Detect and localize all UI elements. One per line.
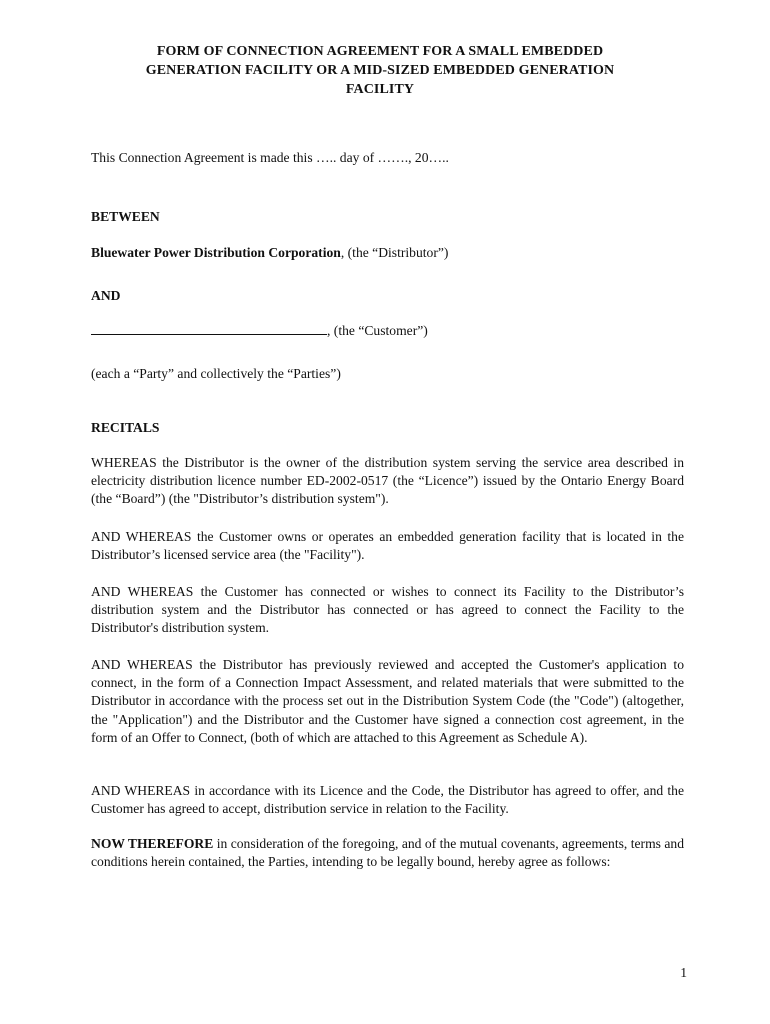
recital-paragraph-3: AND WHEREAS the Customer has connected or wishes to connect its Facility to the Distributor’s distribution system and the Distributor has connected or has agreed to connect the Facility to the Distributor's distribution system. [91, 584, 684, 636]
title-line-1: FORM OF CONNECTION AGREEMENT FOR A SMALL EMBEDDED [156, 44, 604, 59]
document-title [100, 42, 660, 99]
distributor-name: Bluewater Power Distribution Corporation [91, 245, 341, 260]
now-therefore-paragraph [91, 835, 684, 871]
distributor-paragraph [91, 244, 684, 262]
page-number: 1 [680, 965, 687, 980]
title-line-3: FACILITY [345, 82, 415, 97]
parties-note: (each a “Party” and collectively the “Parties”) [91, 366, 341, 381]
distributor-suffix: , (the “Distributor”) [340, 245, 449, 260]
between-heading: BETWEEN [91, 209, 160, 224]
intro-paragraph: This Connection Agreement is made this ….. day of ……., 20….. [91, 150, 449, 165]
customer-paragraph [91, 322, 684, 340]
customer-name-blank-line [91, 322, 327, 335]
now-therefore-text: in consideration of the foregoing, and of the mutual covenants, agreements, terms and conditions herein contained, the Parties, intending to be legally bound, hereby agree as follows: [91, 836, 684, 870]
customer-suffix: , (the “Customer”) [327, 323, 428, 338]
now-therefore-lead: NOW THEREFORE [91, 836, 214, 851]
and-heading: AND [91, 288, 121, 303]
title-line-2: GENERATION FACILITY OR A MID-SIZED EMBEDDED GENERATION [145, 63, 615, 78]
recital-paragraph-5: AND WHEREAS in accordance with its Licence and the Code, the Distributor has agreed to offer, and the Customer has agreed to accept, distribution service in relation to the Facility. [91, 783, 684, 817]
recitals-heading: RECITALS [91, 420, 160, 435]
recital-paragraph-2: AND WHEREAS the Customer owns or operates an embedded generation facility that is located in the Distributor’s licensed service area (the "Facility"). [91, 529, 684, 563]
recital-paragraph-4: AND WHEREAS the Distributor has previously reviewed and accepted the Customer's application to connect, in the form of a Connection Impact Assessment, and related materials that were submitted to the Distributor in accordance with the process set out in the Distribution System Code (the "Code") (altogether, the "Application") and the Distributor and the Customer have signed a connection cost agreement, in the form of an Offer to Connect, (both of which are attached to this Agreement as Schedule A). [91, 657, 684, 745]
recital-paragraph-1: WHEREAS the Distributor is the owner of the distribution system serving the service area described in electricity distribution licence number ED-2002-0517 (the “Licence”) issued by the Ontario Energy Board (the “Board”) (the "Distributor’s distribution system"). [91, 455, 684, 507]
